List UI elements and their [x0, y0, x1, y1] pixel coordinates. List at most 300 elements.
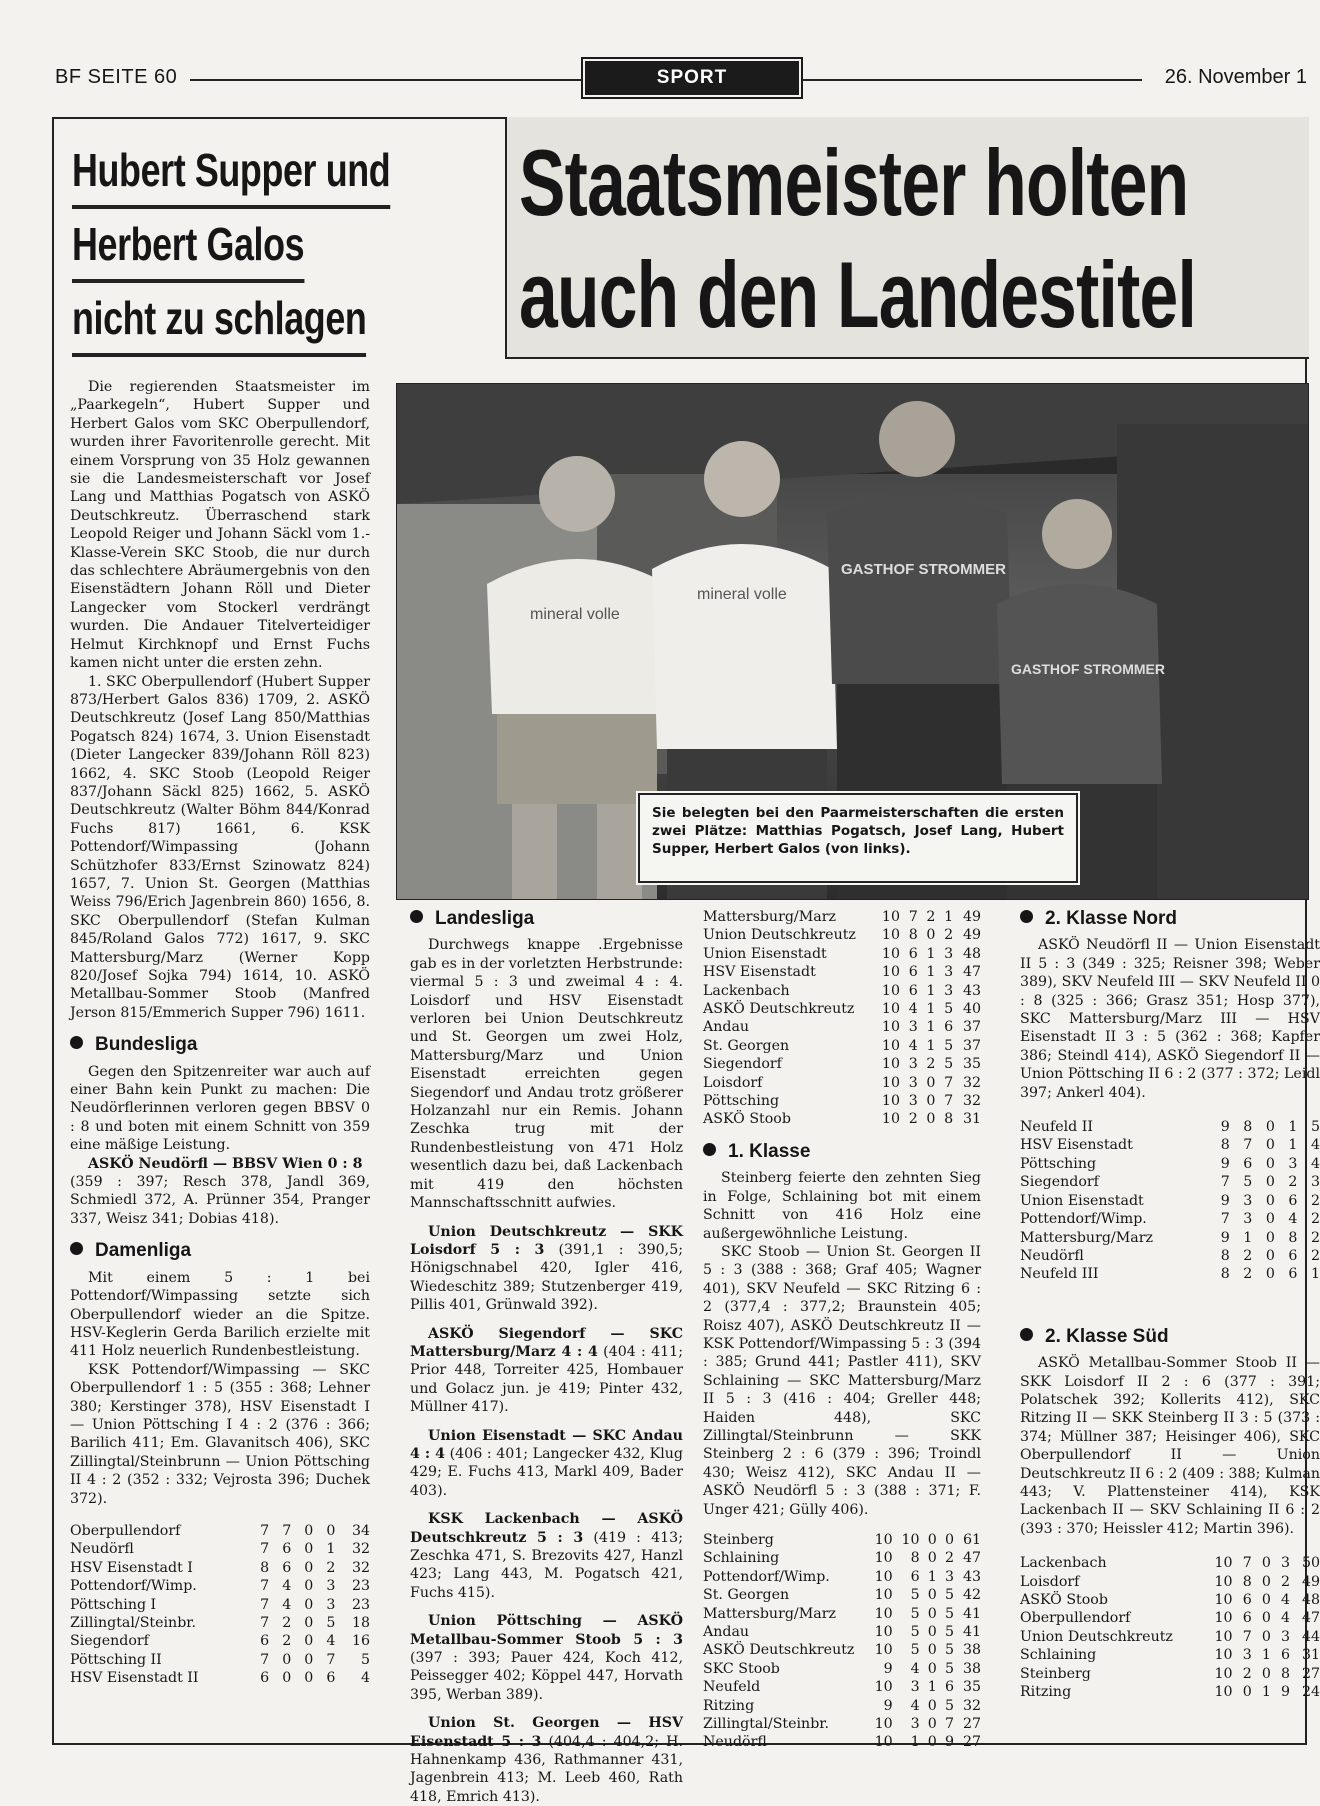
stat-cell: 9	[866, 1697, 893, 1715]
match-report	[410, 1612, 683, 1704]
table-row	[1020, 1229, 1320, 1247]
stat-cell: 3	[1297, 1173, 1320, 1191]
stat-cell: 0	[918, 1092, 936, 1110]
stat-cell: 0	[920, 1605, 937, 1623]
match-heading: Union Pöttsching — ASKÖ Metallbau-Sommer Stoob 5 : 3	[410, 1613, 683, 1647]
stat-cell: 0	[920, 1641, 937, 1659]
team-name: Neufeld II	[1020, 1118, 1207, 1136]
stat-cell: 0	[291, 1614, 313, 1632]
stat-cell: 61	[954, 1531, 981, 1549]
match-heading: ASKÖ Siegendorf — SKC Mattersburg/Marz 4 : 4	[410, 1326, 683, 1360]
standings-table-damenliga	[70, 1522, 370, 1688]
stat-cell: 0	[937, 1531, 954, 1549]
team-name: SKC Stoob	[703, 1660, 866, 1678]
stat-cell: 7	[247, 1540, 269, 1558]
stat-cell: 8	[935, 1110, 953, 1128]
stat-cell: 0	[291, 1632, 313, 1650]
stat-cell: 10	[1203, 1628, 1233, 1646]
stat-cell: 1	[935, 908, 953, 926]
stat-cell: 6	[247, 1669, 269, 1687]
stat-cell: 23	[335, 1577, 370, 1595]
table-row	[703, 1037, 981, 1055]
team-name: Andau	[703, 1018, 872, 1036]
team-name: Zillingtal/Steinbr.	[70, 1614, 247, 1632]
stat-cell: 0	[1252, 1554, 1271, 1572]
stat-cell: 5	[935, 1037, 953, 1055]
stat-cell: 2	[313, 1559, 335, 1577]
stat-cell: 9	[1271, 1683, 1290, 1701]
stat-cell: 41	[954, 1623, 981, 1641]
bullet-icon	[70, 1036, 83, 1049]
stat-cell: 10	[872, 926, 900, 944]
stat-cell: 4	[1275, 1210, 1298, 1228]
team-name: ASKÖ Deutschkreutz	[703, 1641, 866, 1659]
stat-cell: 0	[1252, 1229, 1275, 1247]
stat-cell: 8	[1271, 1665, 1290, 1683]
stat-cell: 3	[935, 963, 953, 981]
stat-cell: 6	[935, 1018, 953, 1036]
stat-cell: 7	[247, 1651, 269, 1669]
stat-cell: 6	[893, 1568, 920, 1586]
table-row	[1020, 1628, 1320, 1646]
stat-cell: 7	[1233, 1628, 1252, 1646]
stat-cell: 10	[1203, 1591, 1233, 1609]
stat-cell: 48	[953, 945, 981, 963]
stat-cell: 5	[937, 1605, 954, 1623]
table-row	[70, 1651, 370, 1669]
team-name: Oberpullendorf	[1020, 1609, 1203, 1627]
stat-cell: 0	[291, 1651, 313, 1669]
team-name: Pottendorf/Wimp.	[1020, 1210, 1207, 1228]
table-row	[703, 1074, 981, 1092]
table-row	[703, 945, 981, 963]
stat-cell: 4	[313, 1632, 335, 1650]
stat-cell: 5	[937, 1623, 954, 1641]
team-name: Zillingtal/Steinbr.	[703, 1715, 866, 1733]
stat-cell: 1	[1275, 1118, 1298, 1136]
stat-cell: 3	[935, 945, 953, 963]
column-1	[70, 378, 370, 1688]
stat-cell: 3	[1275, 1155, 1298, 1173]
stat-cell: 1	[893, 1733, 920, 1751]
stat-cell: 1	[918, 945, 936, 963]
stat-cell: 2	[935, 926, 953, 944]
stat-cell: 5	[893, 1586, 920, 1604]
stat-cell: 3	[900, 1018, 918, 1036]
stat-cell: 1	[918, 963, 936, 981]
stat-cell: 10	[872, 1074, 900, 1092]
bullet-icon	[410, 910, 423, 923]
stat-cell: 1	[918, 1037, 936, 1055]
match-detail: (397 : 393; Pauer 424, Koch 412, Peissegger 402; Köppel 447, Horvath 395, Werban 389).	[410, 1650, 683, 1703]
table-row	[703, 1660, 981, 1678]
stat-cell: 0	[1252, 1118, 1275, 1136]
stat-cell: 7	[313, 1651, 335, 1669]
shirt-text: GASTHOF STROMMER	[1011, 661, 1165, 677]
stat-cell: 6	[1275, 1192, 1298, 1210]
stat-cell: 10	[872, 1110, 900, 1128]
stat-cell: 6	[1271, 1646, 1290, 1664]
stat-cell: 44	[1290, 1628, 1320, 1646]
stat-cell: 7	[247, 1614, 269, 1632]
page-number: BF SEITE 60	[55, 66, 177, 89]
stat-cell: 0	[291, 1669, 313, 1687]
stat-cell: 10	[1203, 1683, 1233, 1701]
stat-cell: 2	[1297, 1247, 1320, 1265]
stat-cell: 10	[1203, 1646, 1233, 1664]
stat-cell: 0	[920, 1715, 937, 1733]
stat-cell: 10	[872, 1055, 900, 1073]
stat-cell: 2	[1233, 1665, 1252, 1683]
stat-cell: 4	[893, 1697, 920, 1715]
table-row	[703, 1623, 981, 1641]
stat-cell: 27	[1290, 1665, 1320, 1683]
section-heading-1-klasse: 1. Klasse	[703, 1143, 981, 1161]
stat-cell: 10	[872, 982, 900, 1000]
stat-cell: 10	[1203, 1554, 1233, 1572]
stat-cell: 1	[1297, 1265, 1320, 1283]
team-name: Union Eisenstadt	[1020, 1192, 1207, 1210]
match-detail: (391,1 : 390,5; Hönigschnabel 420, Igler 416, Wiedeschitz 389; Stutzenberger 419, Pillis 401, Grünwald 392).	[410, 1242, 683, 1313]
stat-cell: 49	[953, 926, 981, 944]
stat-cell: 27	[954, 1733, 981, 1751]
team-name: Pöttsching I	[70, 1596, 247, 1614]
stat-cell: 24	[1290, 1683, 1320, 1701]
bullet-icon	[70, 1242, 83, 1255]
stat-cell: 8	[1207, 1247, 1230, 1265]
stat-cell: 7	[1207, 1173, 1230, 1191]
column-2	[410, 910, 683, 1806]
bundesliga-result: ASKÖ Neudörfl — BBSV Wien 0 : 8	[70, 1155, 370, 1173]
stat-cell: 7	[247, 1596, 269, 1614]
stat-cell: 10	[1203, 1609, 1233, 1627]
stat-cell: 0	[918, 926, 936, 944]
stat-cell: 1	[918, 1000, 936, 1018]
section-heading-bundesliga: Bundesliga	[70, 1036, 370, 1054]
damenliga-results: KSK Pottendorf/Wimpassing — SKC Oberpullendorf 1 : 5 (355 : 368; Lehner 380; Kerstinger 378), HSV Eisenstadt I — Union Pöttsching I 4 : 2 (376 : 366; Barilich 411; Em. Glavanitsch 406), SKC Zillingtal/Steinbrunn — Union Pöttsching II 4 : 2 (352 : 332; Vejrosta 396; Duchek 372).	[70, 1361, 370, 1508]
bullet-icon	[1020, 910, 1033, 923]
stat-cell: 0	[1252, 1173, 1275, 1191]
sued-results: ASKÖ Metallbau-Sommer Stoob II — SKK Loisdorf II 2 : 6 (377 : 391; Polatschek 392; Kollerits 412), SKC Ritzing II — SKK Steinberg II 3 : 5 (373 : 374; Müllner 387; Heisinger 406), SKC Oberpullendorf II — Union Deutschkreutz II 6 : 2 (409 : 388; Kulman 443; V. Plattensteiner 414), KSK Lackenbach II — SKV Schlaining II 6 : 2 (393 : 370; Heissler 412; Martin 396).	[1020, 1354, 1320, 1538]
match-heading: Union Eisenstadt — SKC Andau 4 : 4	[410, 1428, 683, 1462]
stat-cell: 10	[866, 1586, 893, 1604]
stat-cell: 40	[953, 1000, 981, 1018]
stat-cell: 8	[1275, 1229, 1298, 1247]
team-name: Schlaining	[703, 1549, 866, 1567]
stat-cell: 8	[1207, 1265, 1230, 1283]
stat-cell: 0	[920, 1733, 937, 1751]
stat-cell: 0	[291, 1577, 313, 1595]
stat-cell: 10	[872, 1000, 900, 1018]
match-detail: (406 : 401; Langecker 432, Klug 429; E. Fuchs 413, Markl 409, Bader 403).	[410, 1446, 683, 1499]
headline-secondary-line: nicht zu schlagen	[72, 283, 366, 357]
headline-secondary-line: Herbert Galos	[72, 209, 304, 283]
stat-cell: 31	[1290, 1646, 1320, 1664]
bundesliga-text: Gegen den Spitzenreiter war auch auf einer Bahn kein Punkt zu machen: Die Neudörflerinnen verloren gegen BBSV 0 : 8 und boten mit einem Schnitt von 359 eine mäßige Leistung.	[70, 1063, 370, 1155]
table-row	[70, 1522, 370, 1540]
team-name: Pöttsching	[703, 1092, 872, 1110]
nord-results: ASKÖ Neudörfl II — Union Eisenstadt II 5 : 3 (349 : 325; Reisner 398; Weber 389), SKV Neufeld III — SKV Neufeld II 0 : 8 (325 : 366; Grasz 351; Hosp 377), SKC Mattersburg/Marz III — HSV Eisenstadt II 3 : 5 (362 : 368; Kapfer 386; Steindl 414), ASKÖ Siegendorf II — Union Pöttsching II 6 : 2 (377 : 372; Leidl 397; Ankerl 404).	[1020, 936, 1320, 1102]
table-row	[1020, 1573, 1320, 1591]
table-row	[1020, 1136, 1320, 1154]
table-row	[703, 1110, 981, 1128]
bundesliga-detail: (359 : 397; Resch 378, Jandl 369, Schmiedl 372, A. Prünner 354, Pranger 337, Weisz 341; Dobias 418).	[70, 1173, 370, 1228]
team-name: Mattersburg/Marz	[703, 908, 872, 926]
team-name: Loisdorf	[703, 1074, 872, 1092]
standings-table-2-klasse-sued	[1020, 1554, 1320, 1701]
pair-results: 1. SKC Oberpullendorf (Hubert Supper 873/Herbert Galos 836) 1709, 2. ASKÖ Deutschkreutz (Josef Lang 850/Matthias Pogatsch 824) 1674, 3. Union Eisenstadt (Dieter Langecker 839/Johann Röll 823) 1662, 4. SKC Stoob (Leopold Reiger 837/Johann Säckl 825) 1662, 5. ASKÖ Deutschkreutz (Walter Böhm 844/Konrad Fuchs 817) 1661, 6. KSK Pottendorf/Wimpassing (Johann Schützhofer 833/Ernst Szinowatz 824) 1657, 7. Union St. Georgen (Matthias Weiss 796/Erich Jagenbrein 860) 1656, 8. SKC Oberpullendorf (Stefan Kulman 845/Roland Galos 772) 1617, 9. SKC Mattersburg/Marz (Werner Kopp 820/Josef Sojka 794) 1614, 10. ASKÖ Metallbau-Sommer Stoob (Manfred Jerson 815/Emmerich Supper 796) 1611.	[70, 673, 370, 1023]
stat-cell: 0	[291, 1559, 313, 1577]
stat-cell: 6	[1233, 1609, 1252, 1627]
stat-cell: 4	[900, 1000, 918, 1018]
stat-cell: 0	[291, 1540, 313, 1558]
stat-cell: 4	[269, 1596, 291, 1614]
table-row	[703, 1568, 981, 1586]
section-heading-damenliga: Damenliga	[70, 1242, 370, 1260]
match-heading: Union Deutschkreutz — SKK Loisdorf 5 : 3	[410, 1224, 683, 1258]
table-row	[70, 1632, 370, 1650]
stat-cell: 49	[953, 908, 981, 926]
header-rule-right	[802, 79, 1142, 81]
stat-cell: 47	[953, 963, 981, 981]
stat-cell: 4	[1297, 1155, 1320, 1173]
team-name: Oberpullendorf	[70, 1522, 247, 1540]
stat-cell: 0	[1252, 1609, 1271, 1627]
table-row	[70, 1669, 370, 1687]
stat-cell: 5	[313, 1614, 335, 1632]
stat-cell: 2	[900, 1110, 918, 1128]
stat-cell: 3	[1233, 1646, 1252, 1664]
stat-cell: 3	[1271, 1628, 1290, 1646]
stat-cell: 4	[1271, 1609, 1290, 1627]
stat-cell: 34	[335, 1522, 370, 1540]
stat-cell: 35	[954, 1678, 981, 1696]
stat-cell: 1	[920, 1568, 937, 1586]
team-name: HSV Eisenstadt I	[70, 1559, 247, 1577]
stat-cell: 2	[1297, 1229, 1320, 1247]
table-row	[703, 1531, 981, 1549]
stat-cell: 10	[893, 1531, 920, 1549]
stat-cell: 10	[872, 1037, 900, 1055]
stat-cell: 10	[872, 1018, 900, 1036]
team-name: Steinberg	[1020, 1665, 1203, 1683]
stat-cell: 3	[1230, 1192, 1253, 1210]
team-name: Pöttsching	[1020, 1155, 1207, 1173]
table-row	[1020, 1665, 1320, 1683]
standings-table-2-klasse-nord	[1020, 1118, 1320, 1284]
team-name: Union Eisenstadt	[703, 945, 872, 963]
table-row	[1020, 1591, 1320, 1609]
table-row	[70, 1577, 370, 1595]
stat-cell: 37	[953, 1018, 981, 1036]
table-row	[70, 1540, 370, 1558]
stat-cell: 7	[269, 1522, 291, 1540]
stat-cell: 3	[313, 1577, 335, 1595]
stat-cell: 0	[291, 1596, 313, 1614]
stat-cell: 10	[872, 908, 900, 926]
stat-cell: 0	[1252, 1265, 1275, 1283]
team-name: Andau	[703, 1623, 866, 1641]
stat-cell: 2	[1297, 1210, 1320, 1228]
stat-cell: 7	[935, 1074, 953, 1092]
table-row	[1020, 1247, 1320, 1265]
table-row	[703, 926, 981, 944]
stat-cell: 5	[937, 1697, 954, 1715]
match-report	[410, 1427, 683, 1501]
stat-cell: 2	[937, 1549, 954, 1567]
stat-cell: 3	[935, 982, 953, 1000]
stat-cell: 3	[893, 1715, 920, 1733]
stat-cell: 32	[954, 1697, 981, 1715]
stat-cell: 0	[1252, 1136, 1275, 1154]
match-report	[410, 1325, 683, 1417]
team-name: Mattersburg/Marz	[1020, 1229, 1207, 1247]
stat-cell: 7	[247, 1577, 269, 1595]
table-row	[1020, 1609, 1320, 1627]
landesliga-matches	[410, 1223, 683, 1806]
table-row	[703, 1055, 981, 1073]
stat-cell: 43	[954, 1568, 981, 1586]
stat-cell: 5	[935, 1000, 953, 1018]
stat-cell: 3	[893, 1678, 920, 1696]
shirt-text: GASTHOF STROMMER	[841, 561, 1006, 578]
team-name: Schlaining	[1020, 1646, 1203, 1664]
stat-cell: 6	[900, 963, 918, 981]
stat-cell: 42	[954, 1586, 981, 1604]
stat-cell: 5	[937, 1641, 954, 1659]
stat-cell: 9	[1207, 1155, 1230, 1173]
stat-cell: 10	[866, 1605, 893, 1623]
shirt-text: mineral volle	[697, 586, 787, 603]
stat-cell: 3	[900, 1092, 918, 1110]
stat-cell: 10	[866, 1623, 893, 1641]
stat-cell: 0	[1252, 1247, 1275, 1265]
headline-main-line: Staatsmeister holten	[519, 127, 1196, 239]
team-name: Siegendorf	[70, 1632, 247, 1650]
table-row	[703, 1000, 981, 1018]
stat-cell: 8	[1230, 1118, 1253, 1136]
stat-cell: 2	[1230, 1247, 1253, 1265]
team-name: Pöttsching II	[70, 1651, 247, 1669]
stat-cell: 5	[937, 1586, 954, 1604]
stat-cell: 3	[1230, 1210, 1253, 1228]
team-name: Ritzing	[703, 1697, 866, 1715]
stat-cell: 7	[247, 1522, 269, 1540]
stat-cell: 3	[900, 1055, 918, 1073]
stat-cell: 1	[1275, 1136, 1298, 1154]
stat-cell: 41	[954, 1605, 981, 1623]
stat-cell: 6	[937, 1678, 954, 1696]
stat-cell: 6	[269, 1559, 291, 1577]
klasse1-intro: Steinberg feierte den zehnten Sieg in Folge, Schlaining bot mit einem Schnitt von 416 Holz eine außergewöhnliche Leistung.	[703, 1169, 981, 1243]
stat-cell: 5	[893, 1641, 920, 1659]
stat-cell: 3	[900, 1074, 918, 1092]
stat-cell: 3	[1271, 1554, 1290, 1572]
stat-cell: 0	[920, 1549, 937, 1567]
team-name: HSV Eisenstadt II	[70, 1669, 247, 1687]
stat-cell: 10	[866, 1715, 893, 1733]
stat-cell: 32	[335, 1540, 370, 1558]
stat-cell: 6	[1230, 1155, 1253, 1173]
table-row	[70, 1614, 370, 1632]
stat-cell: 4	[893, 1660, 920, 1678]
stat-cell: 0	[920, 1623, 937, 1641]
team-name: Pottendorf/Wimp.	[70, 1577, 247, 1595]
stat-cell: 0	[920, 1586, 937, 1604]
table-row	[703, 1715, 981, 1733]
stat-cell: 27	[954, 1715, 981, 1733]
headline-main-line: auch den Landestitel	[519, 239, 1196, 351]
table-row	[703, 1586, 981, 1604]
stat-cell: 10	[866, 1531, 893, 1549]
stat-cell: 1	[313, 1540, 335, 1558]
table-row	[1020, 1554, 1320, 1572]
table-row	[703, 1697, 981, 1715]
stat-cell: 1	[1252, 1646, 1271, 1664]
stat-cell: 16	[335, 1632, 370, 1650]
table-row	[703, 1092, 981, 1110]
stat-cell: 4	[1297, 1136, 1320, 1154]
stat-cell: 7	[1233, 1554, 1252, 1572]
stat-cell: 10	[1203, 1665, 1233, 1683]
match-report	[410, 1223, 683, 1315]
table-row	[703, 963, 981, 981]
table-row	[70, 1559, 370, 1577]
table-row	[703, 1605, 981, 1623]
stat-cell: 50	[1290, 1554, 1320, 1572]
stat-cell: 31	[953, 1110, 981, 1128]
team-name: ASKÖ Deutschkreutz	[703, 1000, 872, 1018]
klasse1-results: SKC Stoob — Union St. Georgen II 5 : 3 (388 : 368; Graf 405; Wagner 401), SKV Neufeld — SKC Ritzing 6 : 2 (377,4 : 377,2; Braunstein 405; Roisz 407), ASKÖ Deutschkreutz II — KSK Pottendorf/Wimpassing 5 : 3 (394 : 385; Grund 441; Pastler 411), SKV Schlaining — SKC Mattersburg/Marz II 5 : 3 (416 : 404; Greller 448; Haiden 448), SKC Zillingtal/Steinbrunn — SKK Steinberg 2 : 6 (379 : 396; Troindl 430; Weisz 412), SKC Andau II — ASKÖ Neudörfl 5 : 3 (388 : 371; F. Unger 421; Gülly 406).	[703, 1243, 981, 1519]
stat-cell: 7	[900, 908, 918, 926]
table-row	[1020, 1118, 1320, 1136]
table-row	[703, 908, 981, 926]
stat-cell: 6	[900, 982, 918, 1000]
team-name: Lackenbach	[703, 982, 872, 1000]
stat-cell: 10	[866, 1641, 893, 1659]
stat-cell: 0	[1252, 1665, 1271, 1683]
stat-cell: 9	[1207, 1229, 1230, 1247]
table-row	[1020, 1155, 1320, 1173]
table-row	[1020, 1683, 1320, 1701]
table-row	[1020, 1646, 1320, 1664]
stat-cell: 6	[269, 1540, 291, 1558]
stat-cell: 2	[1275, 1173, 1298, 1191]
team-name: Union Deutschkreutz	[703, 926, 872, 944]
table-row	[703, 1733, 981, 1751]
stat-cell: 9	[937, 1733, 954, 1751]
stat-cell: 18	[335, 1614, 370, 1632]
stat-cell: 7	[935, 1092, 953, 1110]
table-row	[1020, 1265, 1320, 1283]
team-name: St. Georgen	[703, 1586, 866, 1604]
stat-cell: 32	[953, 1074, 981, 1092]
team-name: Loisdorf	[1020, 1573, 1203, 1591]
stat-cell: 4	[900, 1037, 918, 1055]
team-name: Neudörfl	[1020, 1247, 1207, 1265]
stat-cell: 6	[313, 1669, 335, 1687]
bullet-icon	[1020, 1328, 1033, 1341]
stat-cell: 1	[918, 982, 936, 1000]
match-heading: KSK Lackenbach — ASKÖ Deutschkreutz 5 : 3	[410, 1511, 683, 1545]
table-row	[703, 1549, 981, 1567]
stat-cell: 5	[893, 1623, 920, 1641]
stat-cell: 8	[893, 1549, 920, 1567]
stat-cell: 2	[918, 1055, 936, 1073]
stat-cell: 35	[953, 1055, 981, 1073]
team-name: Steinberg	[703, 1531, 866, 1549]
table-row	[703, 1018, 981, 1036]
